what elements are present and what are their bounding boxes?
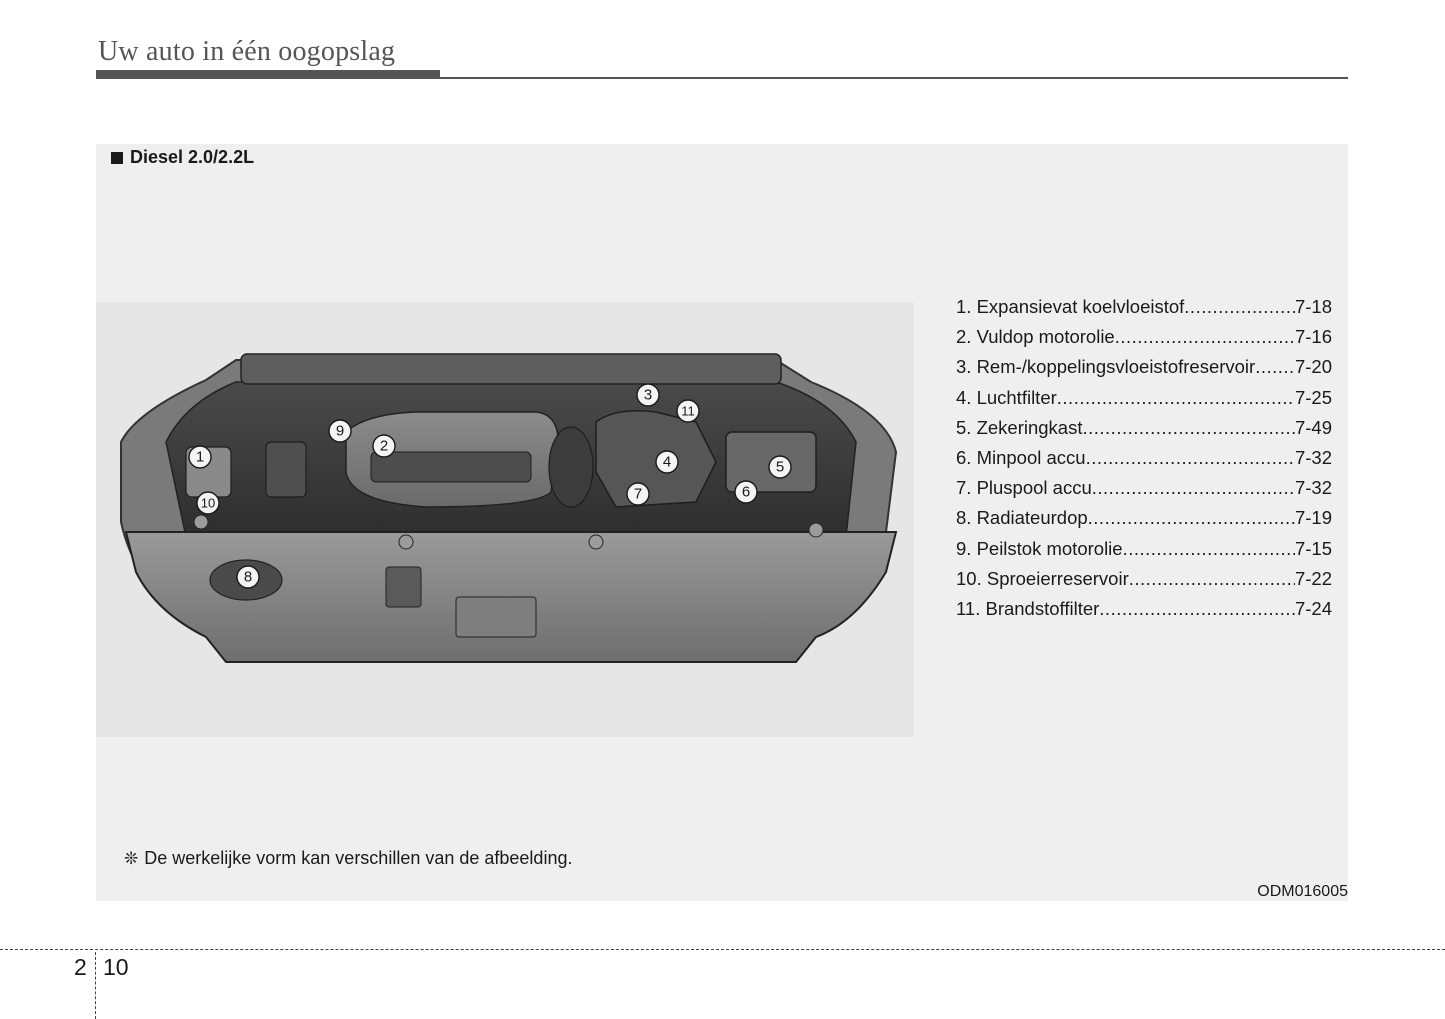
svg-text:9: 9 (335, 422, 345, 440)
legend-leader-dots (1099, 598, 1295, 620)
legend-item (956, 507, 1332, 537)
legend-page-ref: 7-16 (1294, 326, 1332, 348)
callout-2 (373, 435, 395, 457)
legend-leader-dots (1129, 568, 1295, 590)
legend-page-ref: 7-18 (1294, 296, 1332, 317)
legend-label: 8. Radiateurdop (956, 507, 1088, 529)
header-rule-thick (96, 70, 440, 79)
legend-label: 3. Rem-/koppelingsvloeistofreservoir (956, 356, 1256, 378)
callout-6 (735, 481, 757, 503)
section-title-text: Diesel 2.0/2.2L (130, 147, 255, 167)
svg-text:3: 3 (643, 386, 653, 404)
legend-label: 7. Pluspool accu (956, 477, 1092, 499)
svg-text:1: 1 (195, 448, 205, 466)
svg-text:10: 10 (200, 495, 216, 511)
legend-item (956, 356, 1332, 386)
legend-item (956, 417, 1332, 447)
svg-text:4: 4 (662, 453, 672, 471)
legend-page-ref: 7-49 (1294, 416, 1332, 438)
legend-leader-dots (1184, 296, 1295, 318)
callout-3 (637, 384, 659, 406)
legend-label: 10. Sproeierreservoir (956, 567, 1129, 589)
svg-text:7: 7 (633, 485, 643, 503)
legend-item (956, 296, 1332, 326)
callout-1 (189, 446, 211, 468)
legend-label: 5. Zekeringkast (956, 416, 1083, 438)
legend-leader-dots (1057, 387, 1295, 409)
disclaimer-text: De werkelijke vorm kan verschillen van de afbeelding. (144, 848, 573, 868)
legend-page-ref: 7-24 (1294, 597, 1332, 619)
callout-7 (627, 483, 649, 505)
legend-leader-dots (1086, 447, 1295, 469)
header-title: Uw auto in één oogopslag (98, 36, 396, 67)
header-rule-thin (440, 77, 1348, 79)
parts-legend (956, 296, 1332, 628)
svg-text:11: 11 (681, 403, 695, 419)
legend-leader-dots (1082, 417, 1294, 439)
legend-page-ref: 7-20 (1294, 356, 1332, 378)
legend-leader-dots (1255, 356, 1295, 378)
legend-item (956, 598, 1332, 628)
section-title (111, 147, 254, 168)
legend-leader-dots (1115, 326, 1295, 348)
legend-item (956, 447, 1332, 477)
svg-text:2: 2 (379, 437, 389, 455)
page-number: 10 (103, 954, 129, 980)
legend-label: 11. Brandstoffilter (956, 597, 1100, 619)
legend-item (956, 538, 1332, 568)
callout-4 (656, 451, 678, 473)
legend-page-ref: 7-25 (1294, 386, 1332, 408)
callout-9 (329, 420, 351, 442)
legend-label: 1. Expansievat koelvloeistof (956, 296, 1185, 317)
engine-illustration (96, 302, 914, 737)
legend-leader-dots (1123, 538, 1295, 560)
page-chapter-number: 2 (74, 954, 87, 980)
black-square-icon (111, 152, 123, 164)
footer-dashed-rule (0, 949, 1445, 950)
legend-page-ref: 7-15 (1294, 537, 1332, 559)
legend-page-ref: 7-22 (1294, 567, 1332, 589)
figure-code: ODM016005 (1257, 883, 1348, 900)
legend-leader-dots (1088, 507, 1295, 529)
legend-label: 4. Luchtfilter (956, 386, 1057, 408)
legend-leader-dots (1092, 477, 1295, 499)
legend-item (956, 568, 1332, 598)
asterisk-note-icon: ❊ (124, 848, 139, 868)
callout-10 (197, 492, 219, 514)
legend-page-ref: 7-19 (1294, 507, 1332, 529)
footer-dashed-divider (95, 952, 96, 1019)
callout-8 (237, 566, 259, 588)
svg-text:8: 8 (243, 568, 253, 586)
legend-page-ref: 7-32 (1294, 477, 1332, 499)
svg-text:6: 6 (741, 483, 751, 501)
callout-11 (677, 400, 699, 422)
legend-label: 6. Minpool accu (956, 446, 1086, 468)
engine-bay-drawing (96, 302, 914, 737)
legend-item (956, 326, 1332, 356)
callout-5 (769, 456, 791, 478)
legend-item (956, 387, 1332, 417)
legend-label: 2. Vuldop motorolie (956, 326, 1115, 348)
legend-page-ref: 7-32 (1294, 446, 1332, 468)
svg-text:5: 5 (775, 458, 785, 476)
disclaimer-note (124, 848, 572, 869)
legend-label: 9. Peilstok motorolie (956, 537, 1123, 559)
legend-item (956, 477, 1332, 507)
